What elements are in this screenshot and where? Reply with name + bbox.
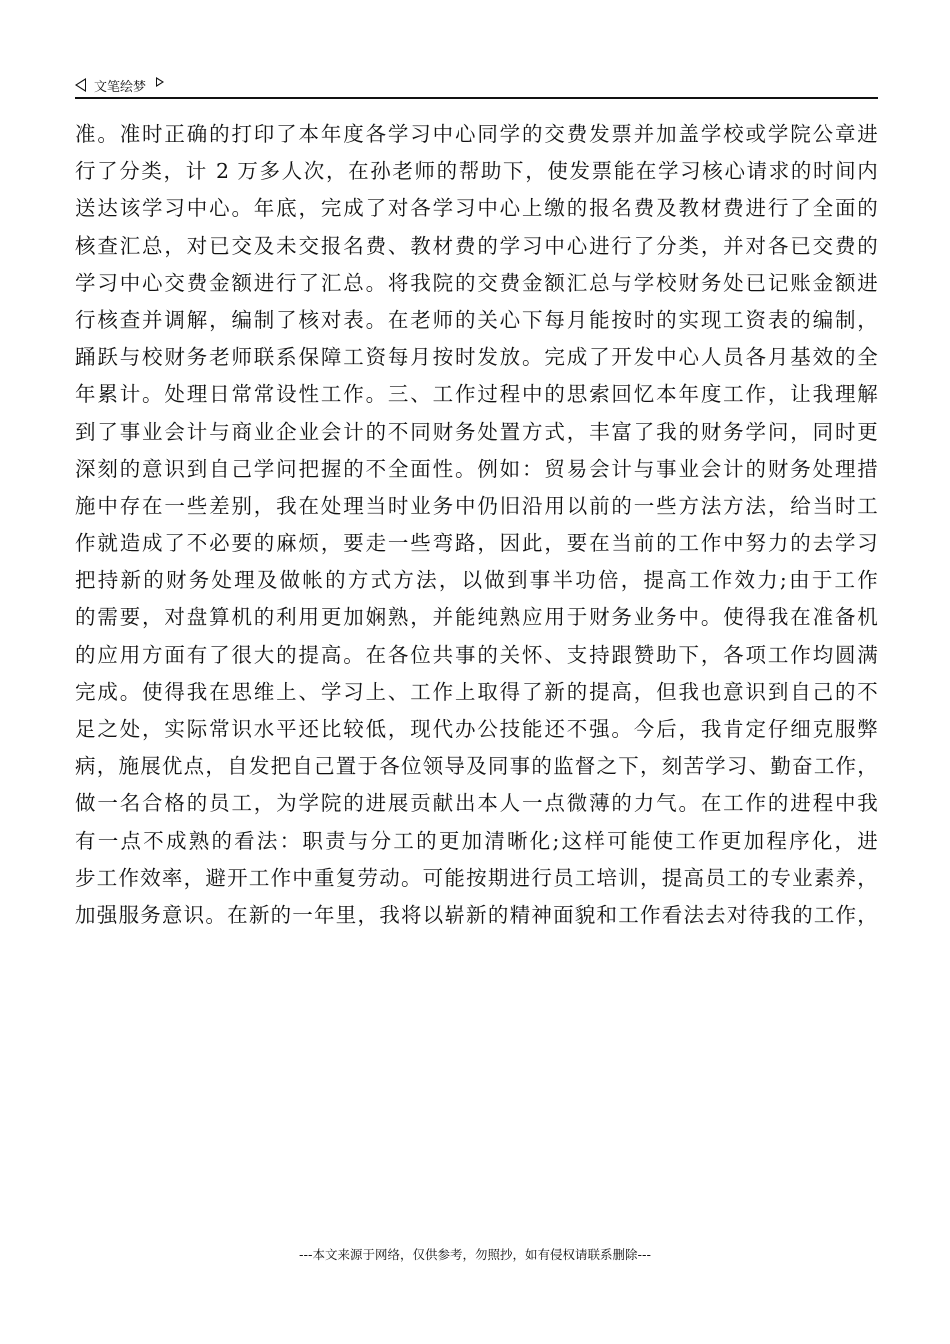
body-line: 行了分类，计 2 万多人次，在孙老师的帮助下，使发票能在学习核心请求的时间内: [75, 159, 878, 184]
document-body: [75, 116, 878, 934]
header-title: 文笔绘梦: [94, 79, 147, 95]
header-divider: [75, 97, 878, 99]
body-line: 病，施展优点，自发把自己置于各位领导及同事的监督之下，刻苦学习、勤奋工作，: [75, 754, 878, 779]
body-line: 做一名合格的员工，为学院的进展贡献出本人一点微薄的力气。在工作的进程中我: [75, 791, 878, 816]
body-line: 准。准时正确的打印了本年度各学习中心同学的交费发票并加盖学校或学院公章进: [75, 122, 878, 146]
body-line: 步工作效率，避开工作中重复劳动。可能按期进行员工培训，提高员工的专业素养，: [75, 865, 878, 890]
body-line: 年累计。处理日常常设性工作。三、工作过程中的思索回忆本年度工作，让我理解: [75, 382, 878, 407]
body-line: 加强服务意识。在新的一年里，我将以崭新的精神面貌和工作看法去对待我的工作，: [75, 902, 878, 927]
body-line: 踊跃与校财务老师联系保障工资每月按时发放。完成了开发中心人员各月基效的全: [75, 345, 878, 370]
body-line: 送达该学习中心。年底，完成了对各学习中心上缴的报名费及教材费进行了全面的: [75, 196, 878, 221]
body-line: 到了事业会计与商业企业会计的不同财务处置方式，丰富了我的财务学问，同时更: [75, 419, 878, 444]
body-line: 行核查并调解，编制了核对表。在老师的关心下每月能按时的实现工资表的编制，: [75, 307, 878, 332]
body-line: 的需要，对盘算机的利用更加娴熟，并能纯熟应用于财务业务中。使得我在准备机: [75, 605, 878, 630]
page-footer: ---本文来源于网络，仅供参考，勿照抄，如有侵权请联系删除---: [298, 1247, 652, 1262]
right-triangle-icon: [156, 77, 164, 87]
body-line: 足之处，实际常识水平还比较低，现代办公技能还不强。今后，我肯定仔细克服弊: [75, 717, 878, 741]
body-line: 学习中心交费金额进行了汇总。将我院的交费金额汇总与学校财务处已记账金额进: [75, 270, 878, 295]
body-line: 深刻的意识到自己学问把握的不全面性。例如：贸易会计与事业会计的财务处理措: [75, 456, 878, 481]
page-header: [75, 74, 877, 96]
body-line: 完成。使得我在思维上、学习上、工作上取得了新的提高，但我也意识到自己的不: [75, 679, 878, 704]
body-line: 的应用方面有了很大的提高。在各位共事的关怀、支持跟赞助下，各项工作均圆满: [75, 642, 878, 667]
body-line: 把持新的财务处理及做帐的方式方法，以做到事半功倍，提高工作效力;由于工作: [75, 568, 878, 593]
body-line: 核查汇总，对已交及未交报名费、教材费的学习中心进行了分类，并对各已交费的: [75, 233, 878, 258]
left-triangle-icon: [75, 78, 86, 92]
body-line: 作就造成了不必要的麻烦，要走一些弯路，因此，要在当前的工作中努力的去学习: [75, 531, 878, 556]
body-line: 有一点不成熟的看法：职责与分工的更加清晰化;这样可能使工作更加程序化，进: [75, 828, 878, 853]
body-line: 施中存在一些差别，我在处理当时业务中仍旧沿用以前的一些方法方法，给当时工: [75, 493, 878, 518]
